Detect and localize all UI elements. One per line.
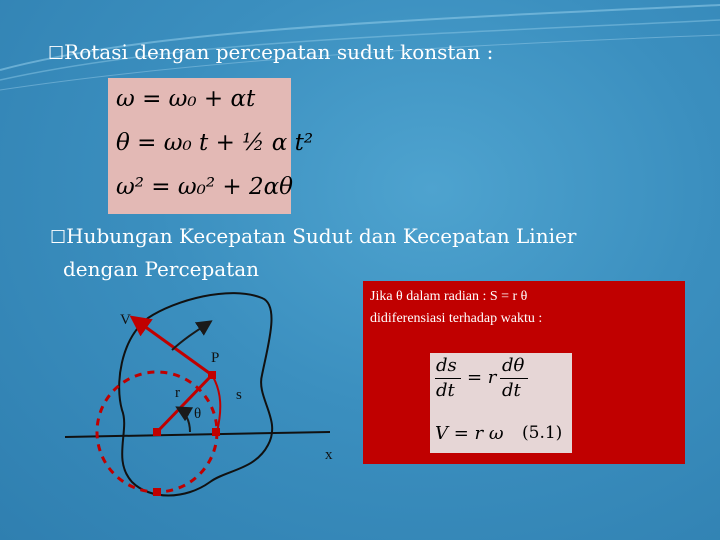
point-p <box>208 371 216 379</box>
radius-line <box>157 375 212 432</box>
formula-theta: θ = ω₀ t + ½ α t² <box>116 130 314 156</box>
circle-bottom-point <box>153 488 161 496</box>
bullet-icon: ☐ <box>48 43 65 64</box>
equals-r: = r <box>467 367 497 388</box>
label-s: s <box>236 387 242 403</box>
panel-text-line1: Jika θ dalam radian : S = r θ <box>370 289 528 304</box>
x-axis-line <box>65 432 330 437</box>
label-r: r <box>175 385 180 401</box>
label-x: x <box>325 447 333 463</box>
heading-text: Rotasi dengan percepatan sudut konstan : <box>64 40 494 64</box>
velocity-arrow <box>133 318 212 375</box>
equation-number: (5.1) <box>522 423 563 443</box>
frac-ds: ds <box>436 355 457 376</box>
label-p: P <box>211 350 220 366</box>
label-v: V <box>120 312 131 328</box>
rotation-arrow <box>172 322 210 350</box>
frac-dt-1: dt <box>436 380 455 401</box>
heading-text-line2: dengan Percepatan <box>63 257 260 281</box>
frac-dt-2: dt <box>502 380 521 401</box>
label-theta: θ <box>194 406 202 422</box>
panel-text-line2: didiferensiasi terhadap waktu : <box>370 311 543 326</box>
velocity-equation: V = r ω <box>435 423 504 444</box>
formula-omega-squared: ω² = ω₀² + 2αθ <box>116 174 293 200</box>
theta-arc <box>178 408 190 432</box>
bullet-icon: ☐ <box>50 227 67 248</box>
point-on-axis <box>212 428 220 436</box>
formula-omega: ω = ω₀ + αt <box>116 86 256 112</box>
heading-text-line1: Hubungan Kecepatan Sudut dan Kecepatan Linier <box>66 224 577 248</box>
frac-dtheta: dθ <box>502 355 525 376</box>
origin-point <box>153 428 161 436</box>
